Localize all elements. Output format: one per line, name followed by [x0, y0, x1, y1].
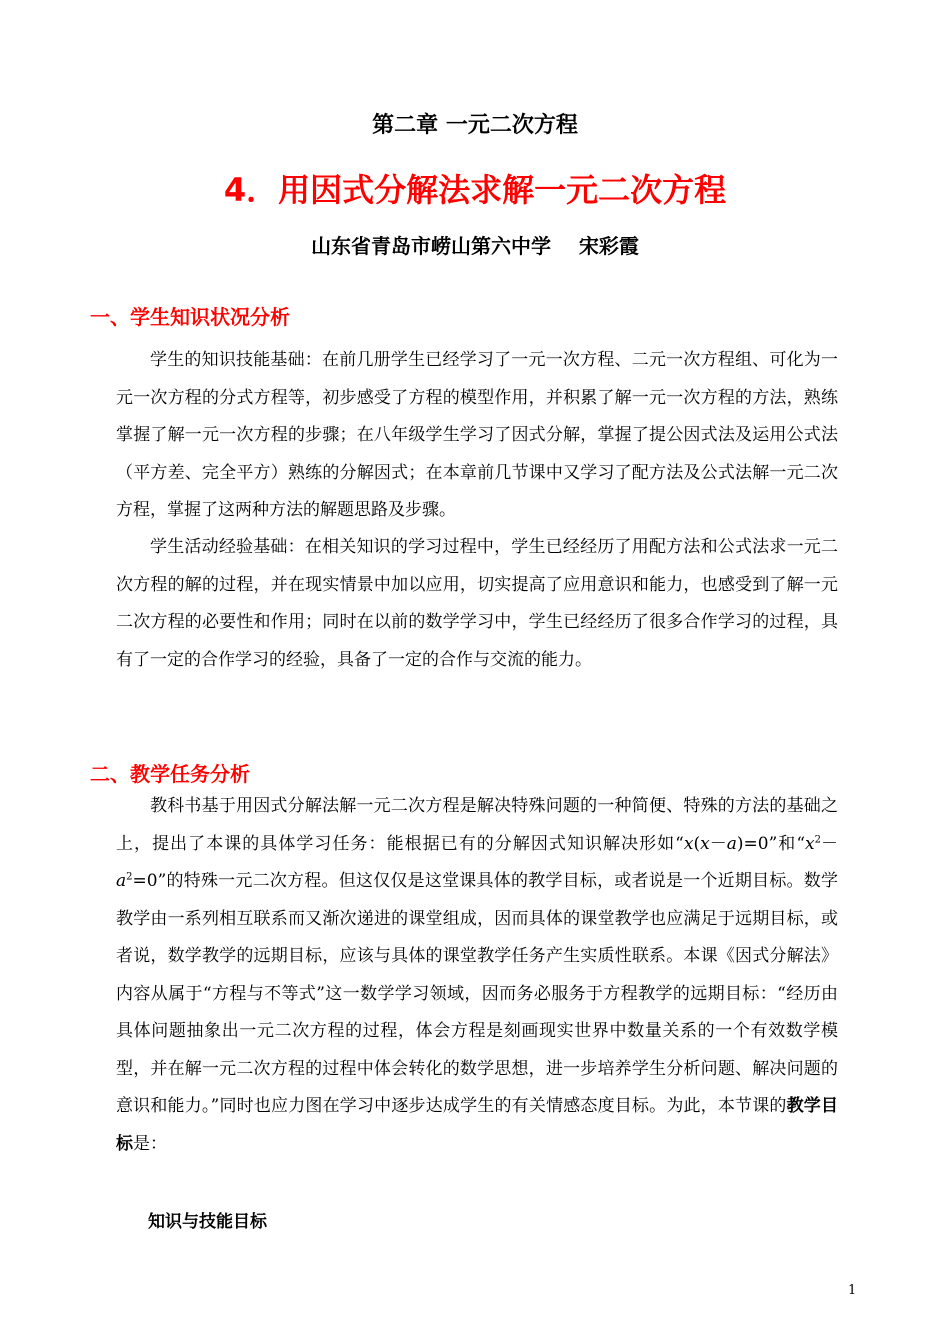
exponent: 2: [126, 871, 133, 883]
text-segment: ”和“: [768, 833, 806, 854]
section-heading-1: 一、学生知识状况分析: [90, 305, 290, 329]
paragraph-task-analysis: [116, 788, 838, 1163]
paren: (: [693, 833, 701, 854]
bold-term: 教学目标: [116, 1096, 838, 1154]
minus: －: [709, 833, 727, 854]
page-number: 1: [848, 1283, 857, 1298]
paragraph-knowledge-basis: 学生的知识技能基础：在前几册学生已经学习了一元一次方程、二元一次方程组、可化为一元一次方程的分式方程等，初步感受了方程的模型作用，并积累了解一元一次方程的方法，熟练掌握了解一元一次方程的步骤；在八年级学生学习了因式分解，掌握了提公因式法及运用公式法（平方差、完全平方）熟练的分解因式；在本章前几节课中又学习了配方法及公式法解一元二次方程，掌握了这两种方法的解题思路及步骤。: [116, 350, 838, 520]
variable-a: a: [726, 833, 737, 854]
exponent: 2: [814, 833, 821, 845]
equation-1: [684, 834, 769, 854]
variable-x: x: [805, 833, 815, 854]
equals-zero: )=0: [736, 833, 769, 854]
paragraph-activity-basis: 学生活动经验基础：在相关知识的学习过程中，学生已经经历了用配方法和公式法求一元二次方程的解的过程，并在现实情景中加以应用，切实提高了应用意识和能力，也感受到了解一元二次方程的必要性和作用；同时在以前的数学学习中，学生已经经历了很多合作学习的过程，具有了一定的合作学习的经验，具备了一定的合作与交流的能力。: [116, 537, 838, 670]
author-line: 山东省青岛市崂山第六中学 宋彩霞: [311, 234, 639, 258]
text-segment: 是：: [133, 1133, 167, 1154]
text-segment: ”的特殊一元二次方程。但这仅仅是这堂课具体的教学目标，或者说是一个近期目标。数学教学由一系列相互联系而又渐次递进的课堂组成，因而具体的课堂教学也应满足于远期目标，或者说，数学教学的远期目标，应该与具体的课堂教学任务产生实质性联系。本课《因式分解法》内容从属于“方程与不等式”这一数学学习领域，因而务必服务于方程教学的远期目标：“经历由具体问题抽象出一元二次方程的过程，体会方程是刻画现实世界中数量关系的一个有效数学模型，并在解一元二次方程的过程中体会转化的数学思想，进一步培养学生分析问题、解决问题的意识和能力。”同时也应力图在学习中逐步达成学生的有关情感态度目标。为此，本节课的: [116, 871, 838, 1116]
variable-a: a: [116, 871, 127, 891]
variable-x: x: [700, 833, 710, 854]
equals-zero: =0: [132, 871, 158, 891]
text-segment: 教科书基于用因式分解法解一元二次方程是解决特殊问题的一种简便、特殊的方法的基础之上，提出了本课的具体学习任务：能根据已有的分解因式知识解决形如“: [116, 796, 838, 854]
section-heading-2: 二、教学任务分析: [90, 762, 250, 786]
variable-x: x: [683, 833, 694, 854]
minus: －: [821, 833, 838, 854]
lesson-title: 4．用因式分解法求解一元二次方程: [223, 171, 727, 209]
subheading-knowledge-skills: 知识与技能目标: [148, 1212, 267, 1232]
chapter-title: 第二章 一元二次方程: [372, 113, 578, 138]
